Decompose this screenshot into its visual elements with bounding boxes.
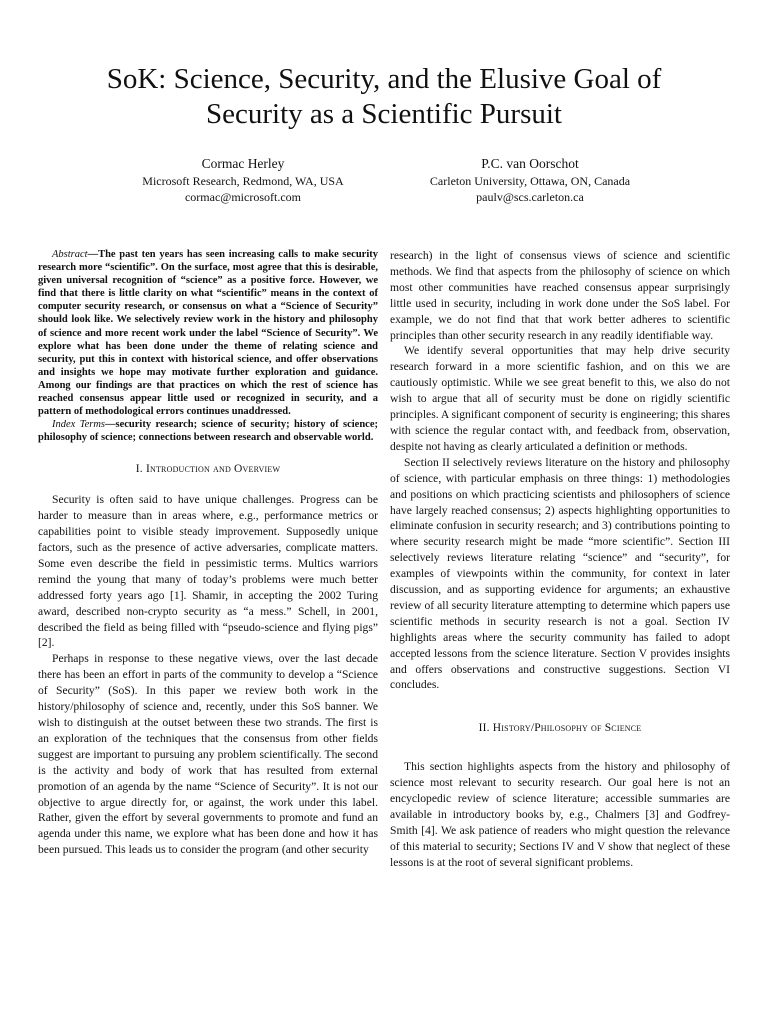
section-heading-2: II. History/Philosophy of Science [478,722,642,735]
body-paragraph: research) in the light of consensus views of science and scientific methods. We find that aspects from the philosophy of science on which most other communities have reached consensus appear surprisingly little used in security, including in work done under the SoS label. For example, we do not find that that work better adheres to scientific principles than other security research in any readily identifiable way. [390,249,730,342]
abstract-label: Abstract [52,249,88,260]
body-paragraph: We identify several opportunities that may help drive security research forward in a more scientific fashion, and on this we are cautiously optimistic. While we see great benefit to this, we also do not wish to argue that all of security must be done on rigidly scientific principles. A significant component of security is engineering; this shares with science the regular contact with, and feedback from, observation, despite not having as clearly articulated a definition or methods. [390,344,731,453]
body-paragraph: Perhaps in response to these negative views, over the last decade there has been an effort in parts of the community to develop a “Science of Security” (SoS). In this paper we review both work in the history/philosophy of science and, recently, under this SoS banner. We wish to distinguish at the outset between these two strands. The first is an exploration of the techniques that the consensus from other fields suggest are important to pursuing any problem scientifically. The second is the activity and body of work that has resulted from external promotion of an agenda by the name “Science of Security”. It is not our objective to argue directly for, or against, the work under this label. Rather, given the effort by several governments to promote and fund an agenda under this name, we explore what has been done and how it has been pursued. This leads us to consider the program (and other security [38,652,378,857]
author-name: P.C. van Oorschot [481,156,579,171]
paper-title [0,62,768,132]
paper-title-line-2: Security as a Scientific Pursuit [206,98,562,130]
paper-title-line-1: SoK: Science, Security, and the Elusive Goal of [106,63,662,95]
author-name: Cormac Herley [201,156,285,171]
author-block-1 [93,155,393,205]
author-email: paulv@scs.carleton.ca [476,190,584,204]
index-terms-text: —security research; science of security; history of science; philosophy of science; connections between research and observable world. [38,419,378,444]
right-column [390,248,730,871]
body-paragraph: Section II selectively reviews literature on the history and philosophy of science, with particular emphasis on three things: 1) methodologies and positions on which practicing scientists and philosophers of science have largely reached consensus; 2) aspects highlighting opportunities to eliminate confusion in security research; and 3) contributions pointing to where security research might be made “more scientific”. Section III selectively reviews literature relating “science” and “security”, for examples of viewpoints within the community, for context in later discussion, and as supporting evidence for arguments; an exhaustive review of all security literature attempting to determine which papers use scientific methods in security research is not a goal. Section IV highlights areas where the security community has failed to adopt accepted lessons from the science literature. Section V provides insights and offers observations and constructive suggestions. Section VI concludes. [390,455,730,692]
author-affiliation: Carleton University, Ottawa, ON, Canada [429,174,631,188]
author-affiliation: Microsoft Research, Redmond, WA, USA [142,174,344,188]
left-column [38,248,378,858]
index-terms-label: Index Terms [52,419,106,431]
abstract [38,248,378,418]
section-heading-1: I. Introduction and Overview [135,463,281,476]
index-terms [38,418,378,444]
body-paragraph: Security is often said to have unique challenges. Progress can be harder to measure than in areas where, e.g., performance metrics or capabilities point to visible steady improvement. Supposedly unique factors, such as the presence of active adversaries, complicate matters. Some even describe the field in pessimistic terms. Multics warriors remind the young that many of today’s problems were much better addressed forty years ago [1]. Shamir, in accepting the 2002 Turing award, described non-crypto security as “a mess.” Schell, in 2001, described the field as being filled with “pseudo-science and flying pigs” [2]. [38,493,378,650]
abstract-text: —The past ten years has seen increasing calls to make security research more “scientific”. On the surface, most agree that this is desirable, given universal recognition of “science” as a positive force. However, we find that there is little clarity on what “scientific” means in the context of computer security research, or consensus on what a “Science of Security” should look like. We selectively review work in the history and philosophy of science and more recent work under the label “Science of Security”. We explore what has been done under the theme of relating science and security, put this in context with historical science, and offer observations and insights we hope may motivate further exploration and guidance. Among our findings are that practices on which the rest of science has reached consensus appear little used or recognized in security, and a pattern of methodological errors continues unaddressed. [38,249,378,418]
author-block-2 [380,155,680,205]
author-email: cormac@microsoft.com [184,190,301,204]
body-paragraph: This section highlights aspects from the history and philosophy of science most relevant to security research. Our goal here is not an encyclopedic review of science literature; accessible summaries are available in introductory books by, e.g., Chalmers [3] and Godfrey-Smith [4]. We ask patience of readers who might question the relevance of this material to security; Sections IV and V show that neglect of these lessons is at the root of several significant problems. [390,760,730,869]
